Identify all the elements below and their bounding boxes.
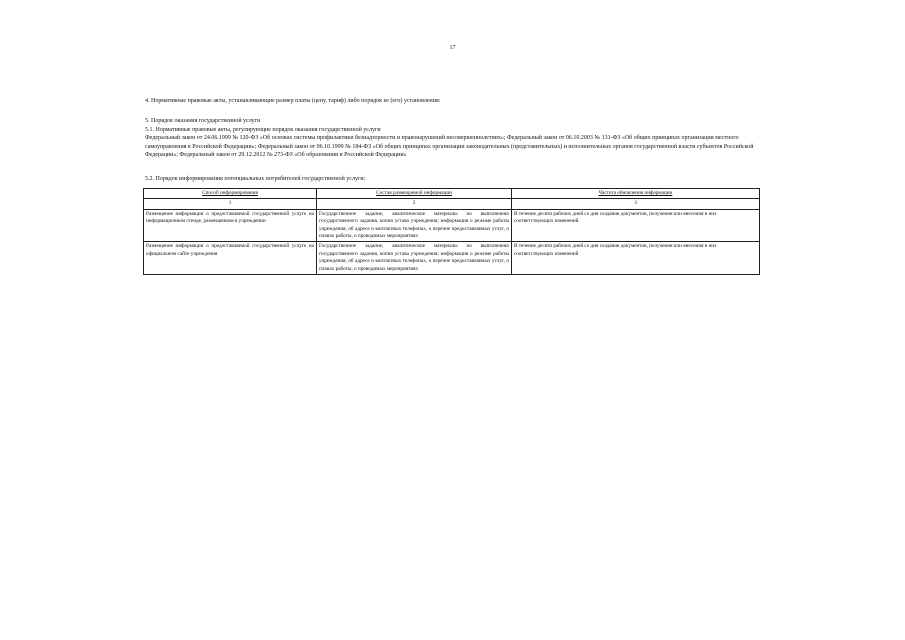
cell-frequency: В течение десяти рабочих дней со дня создания документов, получения или внесения в них соответствующих изменений (512, 242, 760, 275)
section-5-1-text: Федеральный закон от 24.06.1999 № 120-ФЗ «Об основах системы профилактики безнадзорности и правонарушений несовершеннолетних»; Федеральный закон от 06.10.2003 № 131-ФЗ «Об общих принципах организации местного самоуправления в Российской Федерации»; Федеральный закон от 06.10.1999 № 184-ФЗ «Об общих принципах организации законодательных (представительных) и исполнительных органов государственной власти субъектов Российской Федерации»; Федеральный закон от 29.12.2012 № 273-ФЗ «Об образовании в Российской Федерации» (145, 135, 754, 159)
cell-method: Размещение информации о предоставляемой государственной услуге на официальном сайте учреждения (144, 242, 317, 275)
table-row (144, 209, 760, 242)
section-5-1-title: 5.1. Нормативные правовые акты, регулирующие порядок оказания государственной услуги (145, 127, 381, 133)
cell-content: Государственное задание, аналитические материалы по выполнению государственного задания, копия устава учреждения; информация о режиме работы учреждения, об адресе и контактных телефонах, о перечне предоставляемых услуг, о планах работы, о проводимых мероприятиях (317, 209, 512, 242)
column-number: 1 (144, 199, 317, 209)
table-row (144, 242, 760, 275)
header-method: Способ информирования (144, 189, 317, 199)
header-frequency: Частота обновления информации (512, 189, 760, 199)
cell-frequency: В течение десяти рабочих дней со дня создания документов, получения или внесения в них соответствующих изменений (512, 209, 760, 242)
column-number: 2 (317, 199, 512, 209)
cell-method: Размещение информации о предоставляемой государственной услуге на информационном стенде, размещенном в учреждении (144, 209, 317, 242)
page-number: 17 (449, 45, 456, 51)
table-number-row (144, 199, 760, 209)
column-number: 3 (512, 199, 760, 209)
cell-content: Государственное задание, аналитические материалы по выполнению государственного задания, копия устава учреждения; информация о режиме работы учреждения, об адресе и контактных телефонах, о перечне предоставляемых услуг, о планах работы, о проводимых мероприятиях (317, 242, 512, 275)
table-header-row (144, 189, 760, 199)
information-table (143, 188, 760, 275)
header-content: Состав размещаемой информации (317, 189, 512, 199)
section-5-2-title: 5.2. Порядок информирования потенциальных потребителей государственной услуги: (145, 176, 366, 182)
section-5-title: 5. Порядок оказания государственной услуги (145, 118, 261, 124)
section-4-title: 4. Нормативные правовые акты, устанавливающие размер платы (цену, тариф) либо порядок ее (его) установления: (145, 98, 441, 104)
